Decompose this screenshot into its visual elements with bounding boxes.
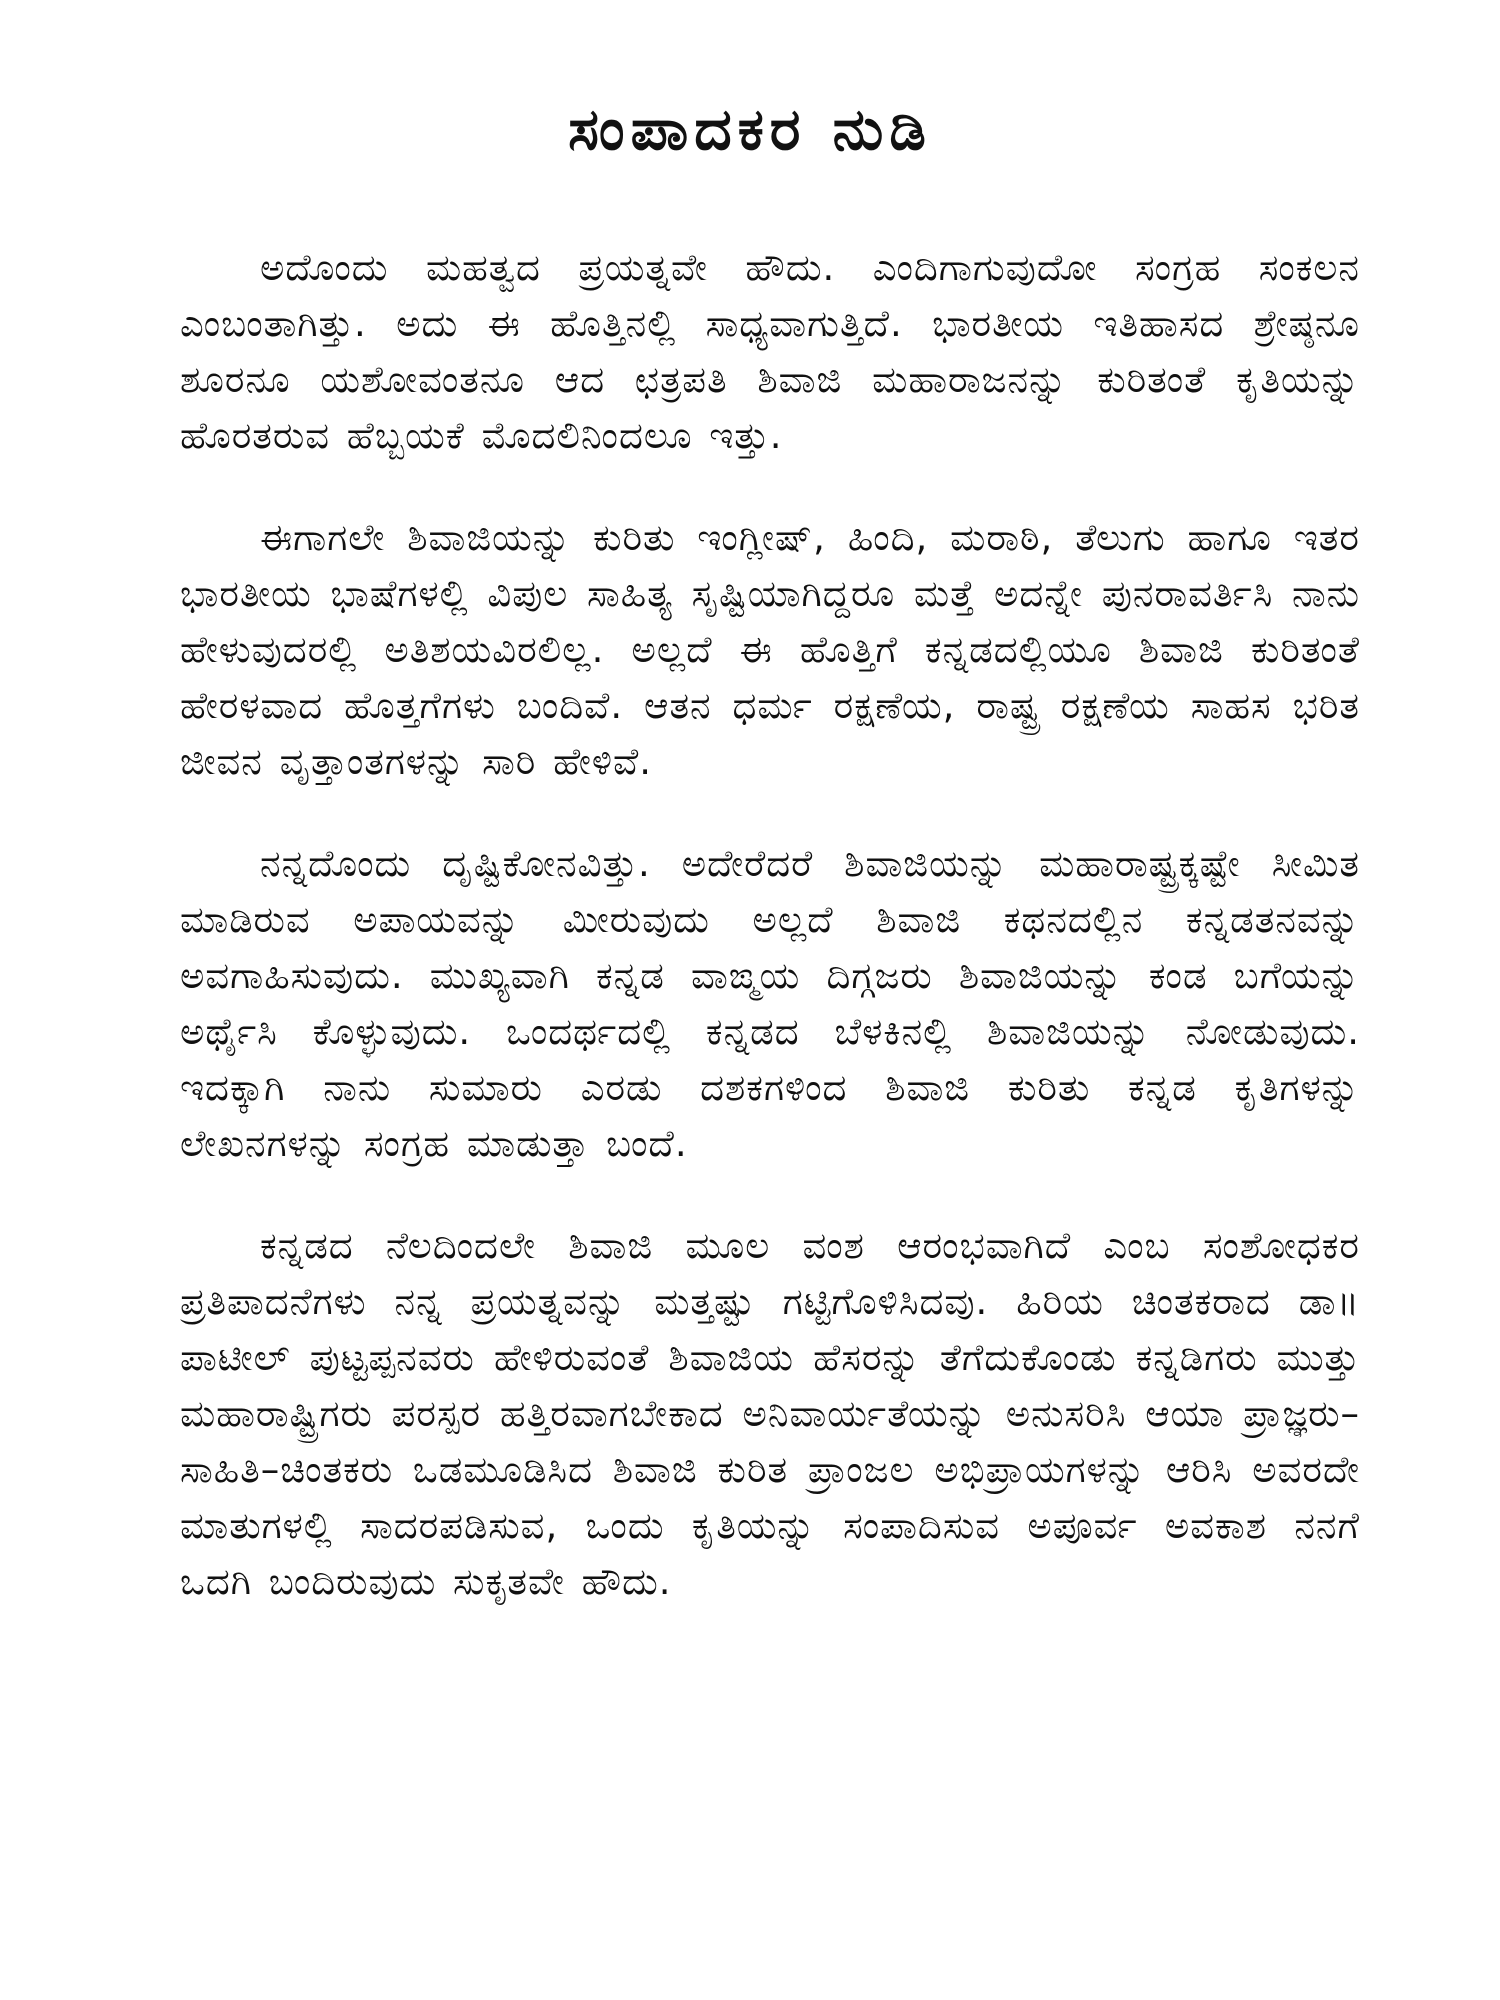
paragraph-1: ಅದೊಂದು ಮಹತ್ವದ ಪ್ರಯತ್ನವೇ ಹೌದು. ಎಂದಿಗಾಗುವುದೋ ಸಂಗ್ರಹ ಸಂಕಲನ ಎಂಬಂತಾಗಿತ್ತು. ಅದು ಈ ಹೊತ್ತಿನಲ್ಲಿ ಸಾಧ್ಯವಾಗುತ್ತಿದೆ. ಭಾರತೀಯ ಇತಿಹಾಸದ ಶ್ರೇಷ್ಠನೂ ಶೂರನೂ ಯಶೋವಂತನೂ ಆದ ಛತ್ರಪತಿ ಶಿವಾಜಿ ಮಹಾರಾಜನನ್ನು ಕುರಿತಂತೆ ಕೃತಿಯನ್ನು ಹೊರತರುವ ಹೆಬ್ಬಯಕೆ ಮೊದಲಿನಿಂದಲೂ ಇತ್ತು.: [180, 246, 1360, 457]
paragraph-4: ಕನ್ನಡದ ನೆಲದಿಂದಲೇ ಶಿವಾಜಿ ಮೂಲ ವಂಶ ಆರಂಭವಾಗಿದೆ ಎಂಬ ಸಂಶೋಧಕರ ಪ್ರತಿಪಾದನೆಗಳು ನನ್ನ ಪ್ರಯತ್ನವನ್ನು ಮತ್ತಷ್ಟು ಗಟ್ಟಿಗೊಳಿಸಿದವು. ಹಿರಿಯ ಚಿಂತಕರಾದ ಡಾ॥ ಪಾಟೀಲ್ ಪುಟ್ಟಪ್ಪನವರು ಹೇಳಿರುವಂತೆ ಶಿವಾಜಿಯ ಹೆಸರನ್ನು ತೆಗೆದುಕೊಂಡು ಕನ್ನಡಿಗರು ಮುತ್ತು ಮಹಾರಾಷ್ಟ್ರಿಗರು ಪರಸ್ಪರ ಹತ್ತಿರವಾಗಬೇಕಾದ ಅನಿವಾರ್ಯತೆಯನ್ನು ಅನುಸರಿಸಿ ಆಯಾ ಪ್ರಾಜ್ಞರು–ಸಾಹಿತಿ–ಚಿಂತಕರು ಒಡಮೂಡಿಸಿದ ಶಿವಾಜಿ ಕುರಿತ ಪ್ರಾಂಜಲ ಅಭಿಪ್ರಾಯಗಳನ್ನು ಆರಿಸಿ ಅವರದೇ ಮಾತುಗಳಲ್ಲಿ ಸಾದರಪಡಿಸುವ, ಒಂದು ಕೃತಿಯನ್ನು ಸಂಪಾದಿಸುವ ಅಪೂರ್ವ ಅವಕಾಶ ನನಗೆ ಒದಗಿ ಬಂದಿರುವುದು ಸುಕೃತವೇ ಹೌದು.: [180, 1224, 1360, 1603]
page-title: ಸಂಪಾದಕರ ನುಡಿ: [568, 95, 932, 163]
paragraph-2: ಈಗಾಗಲೇ ಶಿವಾಜಿಯನ್ನು ಕುರಿತು ಇಂಗ್ಲೀಷ್, ಹಿಂದಿ, ಮರಾಠಿ, ತೆಲುಗು ಹಾಗೂ ಇತರ ಭಾರತೀಯ ಭಾಷೆಗಳಲ್ಲಿ ವಿಪುಲ ಸಾಹಿತ್ಯ ಸೃಷ್ಟಿಯಾಗಿದ್ದರೂ ಮತ್ತೆ ಅದನ್ನೇ ಪುನರಾವರ್ತಿಸಿ ನಾನು ಹೇಳುವುದರಲ್ಲಿ ಅತಿಶಯವಿರಲಿಲ್ಲ. ಅಲ್ಲದೆ ಈ ಹೊತ್ತಿಗೆ ಕನ್ನಡದಲ್ಲಿಯೂ ಶಿವಾಜಿ ಕುರಿತಂತೆ ಹೇರಳವಾದ ಹೊತ್ತಗೆಗಳು ಬಂದಿವೆ. ಆತನ ಧರ್ಮ ರಕ್ಷಣೆಯ, ರಾಷ್ಟ್ರ ರಕ್ಷಣೆಯ ಸಾಹಸ ಭರಿತ ಜೀವನ ವೃತ್ತಾಂತಗಳನ್ನು ಸಾರಿ ಹೇಳಿವೆ.: [180, 516, 1360, 783]
body-text: [180, 240, 1360, 1656]
paragraph-3: ನನ್ನದೊಂದು ದೃಷ್ಟಿಕೋನವಿತ್ತು. ಅದೇರೆದರೆ ಶಿವಾಜಿಯನ್ನು ಮಹಾರಾಷ್ಟ್ರಕ್ಕಷ್ಟೇ ಸೀಮಿತ ಮಾಡಿರುವ ಅಪಾಯವನ್ನು ಮೀರುವುದು ಅಲ್ಲದೆ ಶಿವಾಜಿ ಕಥನದಲ್ಲಿನ ಕನ್ನಡತನವನ್ನು ಅವಗಾಹಿಸುವುದು. ಮುಖ್ಯವಾಗಿ ಕನ್ನಡ ವಾಙ್ಮಯ ದಿಗ್ಗಜರು ಶಿವಾಜಿಯನ್ನು ಕಂಡ ಬಗೆಯನ್ನು ಅರ್ಥೈಸಿ ಕೊಳ್ಳುವುದು. ಒಂದರ್ಥದಲ್ಲಿ ಕನ್ನಡದ ಬೆಳಕಿನಲ್ಲಿ ಶಿವಾಜಿಯನ್ನು ನೋಡುವುದು. ಇದಕ್ಕಾಗಿ ನಾನು ಸುಮಾರು ಎರಡು ದಶಕಗಳಿಂದ ಶಿವಾಜಿ ಕುರಿತು ಕನ್ನಡ ಕೃತಿಗಳನ್ನು ಲೇಖನಗಳನ್ನು ಸಂಗ್ರಹ ಮಾಡುತ್ತಾ ಬಂದೆ.: [180, 842, 1360, 1165]
